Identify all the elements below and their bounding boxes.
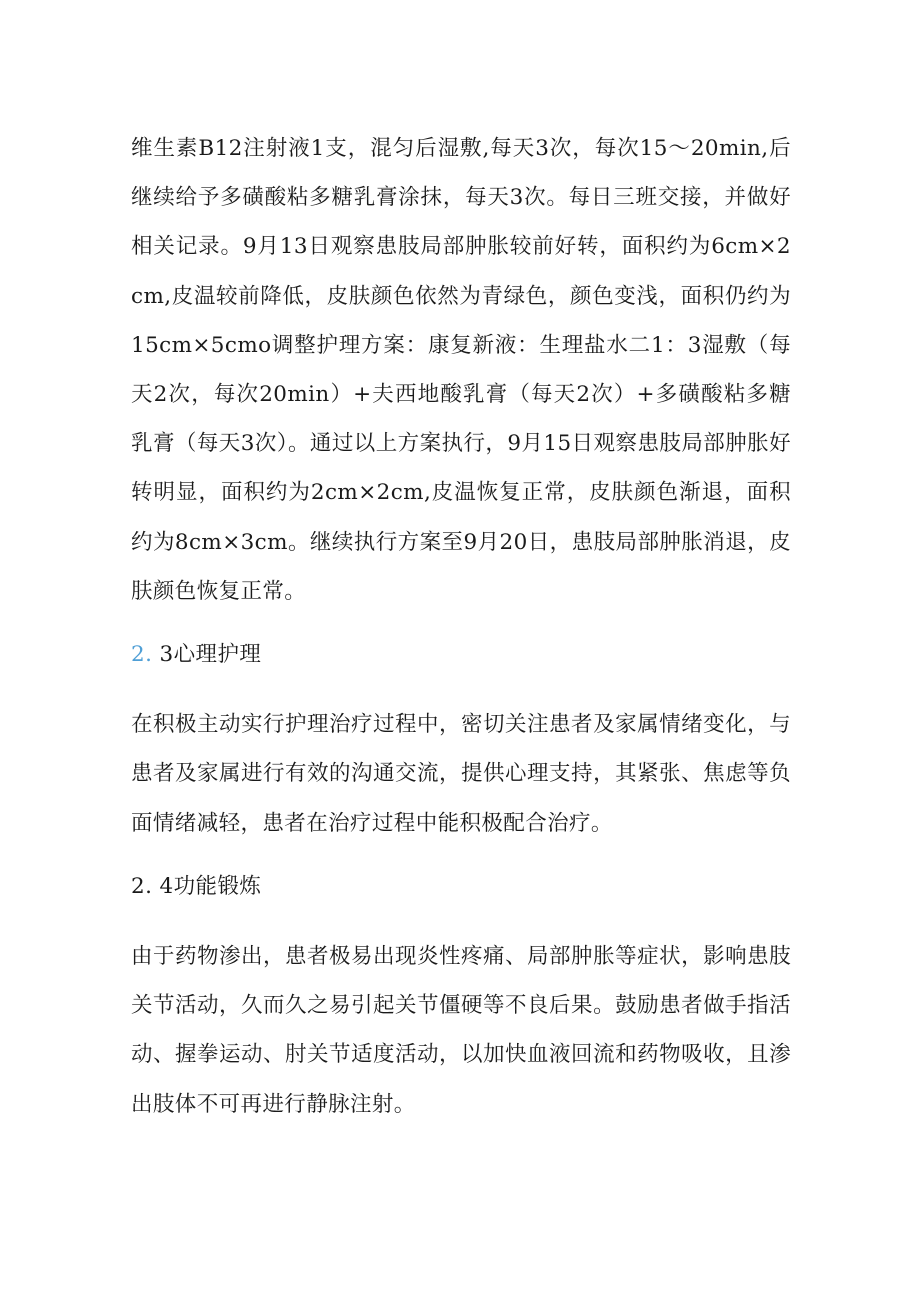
- paragraph-functional-exercise: 由于药物渗出，患者极易出现炎性疼痛、局部肿胀等症状，影响患肢关节活动，久而久之易引起关节僵硬等不良后果。鼓励患者做手指活动、握拳运动、肘关节适度活动，以加快血液回流和药物吸收，且渗出肢体不可再进行静脉注射。: [131, 944, 791, 1117]
- spacer: [131, 911, 791, 932]
- spacer: [131, 616, 791, 630]
- paragraph-treatment-progress: 维生素B12注射液1支，混匀后湿敷,每天3次，每次15～20min,后继续给予多磺酸粘多糖乳膏涂抹，每天3次。每日三班交接，并做好相关记录。9月13日观察患肢局部肿胀较前好转，面积约为6cm×2cm,皮温较前降低，皮肤颜色依然为青绿色，颜色变浅，面积仍约为15cm×5cmo调整护理方案：康复新液：生理盐水二1：3湿敷（每天2次，每次20min）+夫西地酸乳膏（每天2次）+多磺酸粘多糖乳膏（每天3次）。通过以上方案执行，9月15日观察患肢局部肿胀好转明显，面积约为2cm×2cm,皮温恢复正常，皮肤颜色渐退，面积约为8cm×3cm。继续执行方案至9月20日，患肢局部肿胀消退，皮肤颜色恢复正常。: [131, 136, 791, 604]
- spacer: [131, 848, 791, 862]
- section-number: 2.: [131, 642, 153, 668]
- section-heading-psychological-care: [131, 630, 791, 679]
- spacer: [131, 679, 791, 700]
- section-heading-functional-exercise: 2. 4功能锻炼: [131, 873, 262, 899]
- document-body: [131, 124, 791, 1129]
- paragraph-psychological-care: 在积极主动实行护理治疗过程中，密切关注患者及家属情绪变化，与患者及家属进行有效的沟通交流，提供心理支持，其紧张、焦虑等负面情绪减轻，患者在治疗过程中能积极配合治疗。: [131, 712, 791, 836]
- section-title: 3心理护理: [152, 642, 262, 668]
